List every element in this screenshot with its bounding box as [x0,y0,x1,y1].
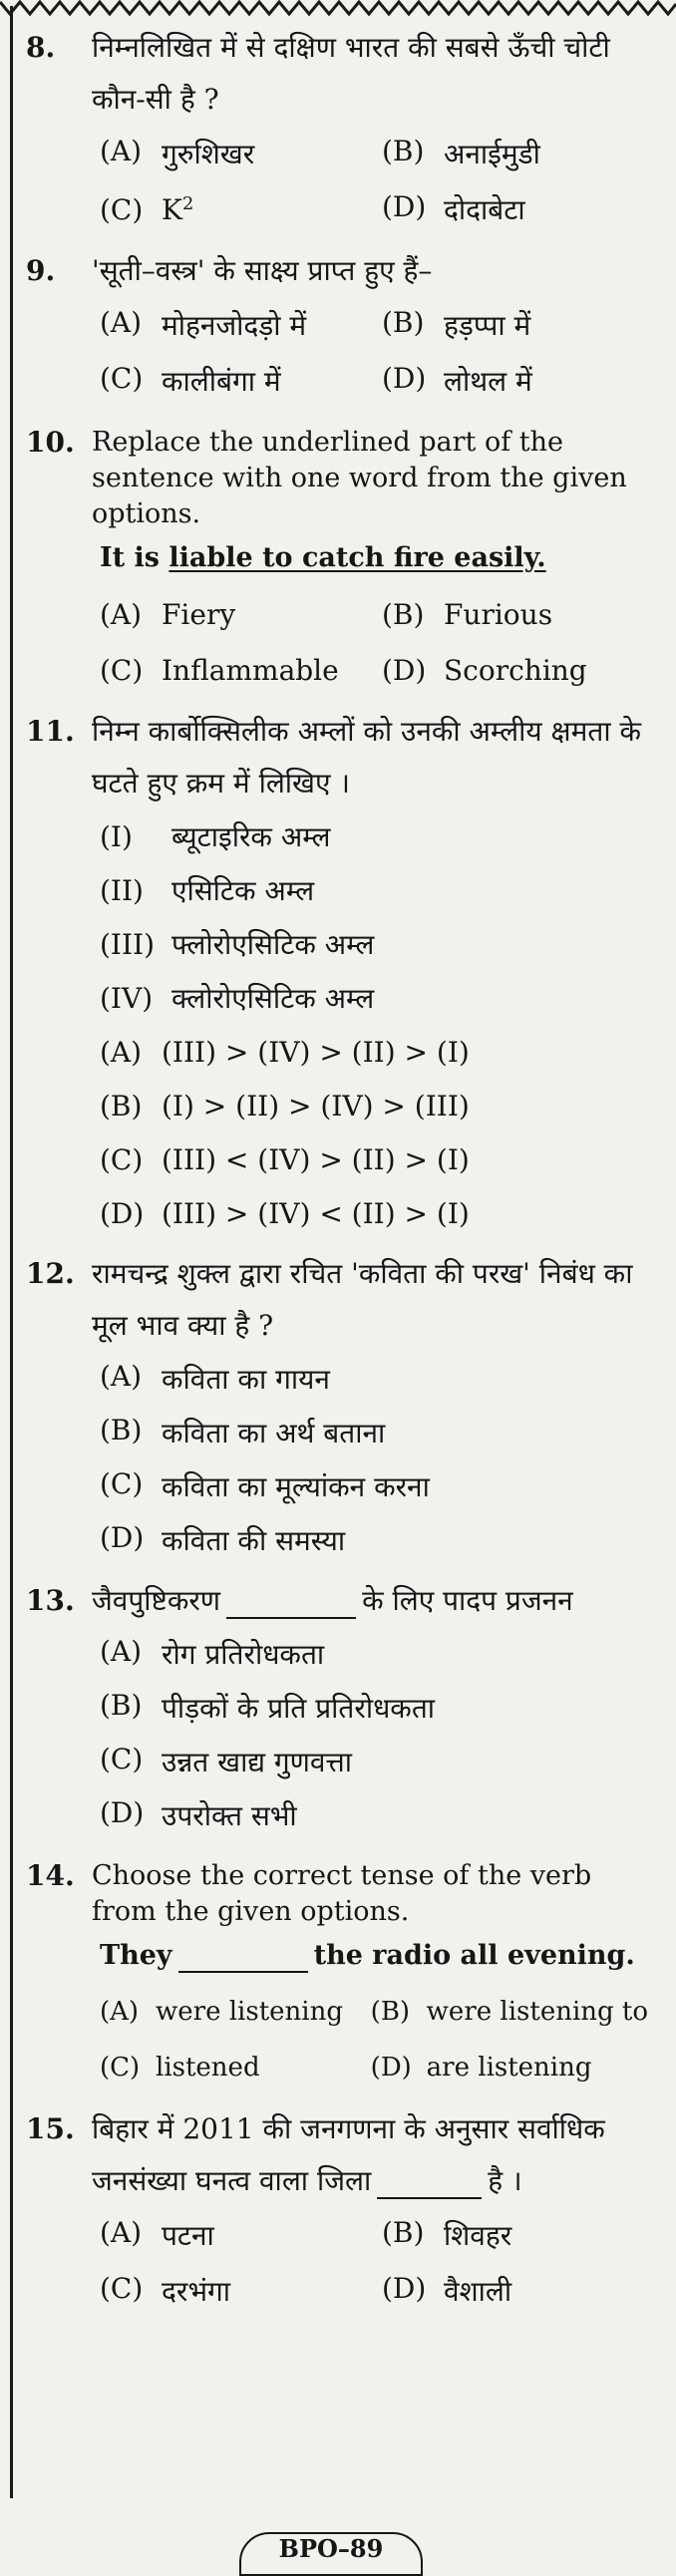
underlined-phrase: liable to catch fire easily. [169,542,546,573]
fill-blank [178,1941,308,1973]
question-text: निम्नलिखित में से दक्षिण भारत की सबसे ऊँची चोटी कौन-सी है ? [92,31,610,116]
option-d[interactable]: (D) (III) > (IV) < (II) > (I) [100,1196,470,1230]
question-number: 11. [26,715,75,748]
question-text: Choose the correct tense of the verb from the given options. [92,1860,592,1927]
question-14 [26,1850,664,2095]
option-a[interactable]: (A) मोहनजोदड़ो में [100,306,307,342]
option-d[interactable]: (D) वैशाली [382,2272,512,2308]
question-12 [26,1248,664,1567]
question-text: रामचन्द्र शुक्ल द्वारा रचित 'कविता की परख' निबंध का मूल भाव क्या है ? [92,1257,633,1342]
question-9 [26,245,664,409]
question-number: 8. [26,31,56,64]
option-a[interactable]: (A) कविता का गायन [100,1360,330,1396]
option-a[interactable]: (A) रोग प्रतिरोधकता [100,1635,325,1671]
option-a[interactable]: (A) पटना [100,2216,214,2252]
option-b[interactable]: (B) शिवहर [382,2216,512,2252]
question-13 [26,1575,664,1842]
option-c[interactable]: (C) कविता का मूल्यांकन करना [100,1467,430,1503]
option-d[interactable]: (D) Scorching [382,653,587,687]
option-d[interactable]: (D) उपरोक्त सभी [100,1796,297,1832]
option-c[interactable]: (C) कालीबंगा में [100,362,281,398]
option-b[interactable]: (B) हड़प्पा में [382,306,531,342]
option-c[interactable]: (C) Inflammable [100,653,339,687]
option-b[interactable]: (B) were listening to [370,1997,649,2027]
question-text: निम्न कार्बोक्सिलीक अम्लों को उनकी अम्लीय क्षमता के घटते हुए क्रम में लिखिए । [92,715,641,800]
question-text: जैवपुष्टिकरण के लिए पादप प्रजनन [92,1584,573,1617]
option-d[interactable]: (D) दोदाबेटा [382,190,525,226]
question-number: 14. [26,1859,75,1892]
option-c[interactable]: (C) उन्नत खाद्य गुणवत्ता [100,1743,353,1778]
list-item: (I) ब्यूटाइरिक अम्ल [100,819,331,853]
option-d[interactable]: (D) लोथल में [382,362,532,398]
page-code-footer: BPO–89 [239,2532,423,2576]
option-a[interactable]: (A) were listening [100,1997,343,2027]
option-b[interactable]: (B) कविता का अर्थ बताना [100,1414,386,1449]
question-prompt: It is liable to catch fire easily. [100,542,546,573]
option-c[interactable]: (C) K 2 [100,192,194,226]
left-margin-line [10,6,13,2498]
option-a[interactable]: (A) Fiery [100,597,236,631]
fill-blank [226,1587,356,1619]
list-item: (III) फ्लोरोएसिटिक अम्ल [100,927,375,961]
list-item: (IV) क्लोरोएसिटिक अम्ल [100,981,375,1015]
option-b[interactable]: (B) (I) > (II) > (IV) > (III) [100,1089,470,1123]
fill-blank [377,2167,482,2199]
option-b[interactable]: (B) अनाईमुडी [382,135,540,170]
question-text: बिहार में 2011 की जनगणना के अनुसार सर्वाधिक जनसंख्या घनत्व वाला जिला है । [92,2112,605,2197]
option-c[interactable]: (C) (III) < (IV) > (II) > (I) [100,1142,470,1176]
question-number: 15. [26,2112,75,2145]
question-prompt: They the radio all evening. [100,1940,635,1971]
option-a[interactable]: (A) (III) > (IV) > (II) > (I) [100,1035,470,1069]
question-number: 9. [26,254,56,287]
list-item: (II) एसिटिक अम्ल [100,873,315,907]
option-c[interactable]: (C) दरभंगा [100,2272,231,2308]
question-number: 13. [26,1584,75,1617]
top-border-decoration [0,0,676,16]
question-number: 10. [26,426,75,459]
question-11 [26,706,664,1240]
option-a[interactable]: (A) गुरुशिखर [100,135,255,170]
question-paper [26,22,664,2327]
question-8 [26,22,664,237]
question-15 [26,2103,664,2319]
question-number: 12. [26,1257,75,1290]
option-c[interactable]: (C) listened [100,2053,260,2083]
option-d[interactable]: (D) कविता की समस्या [100,1521,346,1557]
option-b[interactable]: (B) पीड़कों के प्रति प्रतिरोधकता [100,1689,436,1725]
question-text: Replace the underlined part of the sentence with one word from the given options. [92,427,627,529]
question-text: 'सूती–वस्त्र' के साक्ष्य प्राप्त हुए हैं– [92,254,433,287]
question-10 [26,417,664,698]
option-b[interactable]: (B) Furious [382,597,553,631]
option-d[interactable]: (D) are listening [370,2053,592,2083]
